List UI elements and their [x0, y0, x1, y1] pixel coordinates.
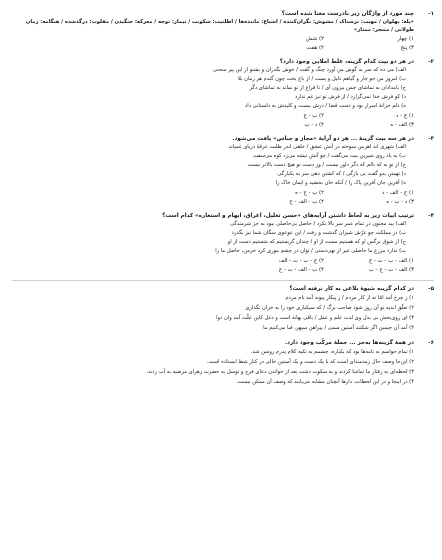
question-passage: «یله: پهلوان / مهیب: ترسناک / مشوش: نگران‌کننده / اشباع: ماننده‌ها / اطلنیت: سکونت / تیمار: توجه / معرکه: جنگیدن / مفلوب: درگذشده / هنگامه: زمان طولانی / متنجر: ممتاز»: [25, 19, 414, 33]
option-2[interactable]: ۲) تعلّق اندیه تو آن روز شود صاحب برگ / که سیکباری خود را به خزان نگذاری: [245, 305, 414, 311]
options-list: [12, 347, 414, 387]
options-list: [12, 293, 414, 333]
question-1: [12, 10, 434, 52]
options-grid: [12, 257, 414, 274]
verse-line: ج) از شوق نرگس او که هستیم مست از او / چندان گریستیم که شستیم دست از او: [227, 239, 406, 245]
option-4[interactable]: ۴) در اینجا و در این لحظات، دارها آنچنان مشابه می‌یابند که وصف آن ممکن نیست.: [236, 379, 414, 385]
question-2: [12, 58, 434, 129]
option-1[interactable]: ۱) چهار: [397, 36, 414, 42]
option-3[interactable]: ۳) پنج: [400, 45, 414, 51]
option-1[interactable]: ۱) تمام حواسم به نامه‌ها بود که یکباره، چشمم به تکیه کلام پدرم روشن شد.: [250, 349, 414, 355]
option-4[interactable]: ۴) آمد آن جیمین اگر شکنند آستین سمی / پیراهن سپهر، قبا می‌کنیم ما: [263, 325, 414, 331]
question-stem: ترتیب ابیات زیر به لحاظ داشتن آرایه‌های «حسن تعلیل، اغراق، ایهام و استعاره» کدام است؟: [162, 213, 414, 219]
option-3[interactable]: ۳) ای روی‌بخش بی بدل وی لذت علم و عمل / باقی بهانه است و دغل کاین علّت آمد وان دوا: [216, 315, 414, 321]
question-number: ۵-: [428, 286, 434, 292]
question-number: ۲-: [428, 59, 434, 65]
option-2[interactable]: ۲) این‌جا وصف حال زمدمندای است که یا یک دست و یک آستین خالی در کنار شط ایستاده است.: [206, 359, 414, 365]
option-4[interactable]: ۴) د - ب: [304, 122, 324, 128]
verse-line: د) تهمتن بدو گفت بی بارگی / که کشتن دهی سر به یکبارگی: [277, 171, 406, 177]
verse-line: ب) به یاد روی شیرین بیت می‌گفت / چو آتش تیشه می‌زد کوه می‌سفت: [252, 153, 406, 159]
verse-line: ت) ندارد مزرع ما حاصلی غیر از تهی‌دستی / توان در چشم موری کرد خرمن، حاصل ما را: [215, 248, 406, 254]
option-3[interactable]: ۳) د - ب - ه: [386, 199, 414, 205]
option-1[interactable]: ۱) ج - د: [396, 113, 414, 119]
option-3[interactable]: ۳) الف - ت - ج - ب: [368, 267, 414, 273]
question-stem: در هر سه بیت گزینهٔ ... هر دو آرایهٔ «مجاز و جناس» یافت می‌شود.: [232, 136, 414, 142]
option-3[interactable]: ۳) لحظه‌ای به رفتار ما تماشا کردند و به سکوت دشت بعد از خواندن دعای فرج و توسل به حضرت زهرای مرضیه به آب زدند.: [146, 369, 414, 375]
option-1[interactable]: ۱) ز چرخ آمد امّا نه از کار مردم / ز پیکار پیوند آمد نام مردم: [285, 295, 414, 301]
question-5: [12, 285, 434, 333]
question-number: ۶-: [428, 340, 434, 346]
verse-line: ج) از تو به که نالم که دگر داور نیست / وز دست تو هیچ دست بالاتر نیست: [247, 162, 406, 168]
verse-line: ج) بامدادان به تماشای چمن بیرون آی / تا فراغ از تو نماند به تماشای دگر: [249, 85, 406, 91]
verse-line: ب) در مملکت چو غرّش شیران گذشت و رفت / این عوعوی سگان شما نیز بگذرد: [231, 230, 406, 236]
verse-line: ب) امروز من جو خار و گیاهم ذلیل و پست / از باغ بخت چون گندم هر زمان بلا: [237, 76, 406, 82]
option-4[interactable]: ۴) ب - الف - ت - ج: [278, 267, 324, 273]
question-3: [12, 135, 434, 206]
question-4: [12, 212, 434, 274]
option-4[interactable]: ۴) هفت: [306, 45, 324, 51]
options-grid: [12, 112, 414, 129]
verse-line: ه) دلم خزانهٔ اسرار بود و دست قضا / درش ببست و کلیدش به دلستانی داد: [244, 103, 406, 109]
exam-page: [12, 10, 434, 554]
question-stem: در همهٔ گزینه‌ها به‌جز ... جملهٔ مرکّب وجود دارد.: [284, 340, 414, 346]
options-grid: [12, 35, 414, 52]
verse-line: د) کو فرش خدا نمی‌گزارد / از فرش تو نیز غم ندارد: [295, 94, 406, 100]
option-2[interactable]: ۲) ب - ج: [303, 113, 324, 119]
verse-line: الف) شهری اند اهرمن سوخته در آتش عشق / خلقی اندر طلبت غرقهٔ دریای غمپاند: [228, 144, 406, 150]
option-1[interactable]: ۱) ج - الف - د: [381, 190, 414, 196]
verse-line: الف) می ده که سر به گوش من آورد چنگ و گفت / خوش بگذران و بشنو از این پیر منحنی: [212, 67, 406, 73]
verse-line: ه) آفرین جان آفرین پاک را / آنکه جان بخشید و ایمان خاک را: [275, 180, 406, 186]
option-2[interactable]: ۲) ج - ب - ت - الف: [278, 258, 324, 264]
question-number: ۴-: [428, 213, 434, 219]
question-number: ۱-: [428, 11, 434, 17]
question-number: ۳-: [428, 136, 434, 142]
question-stem: در هر دو بیت کدام گزینه، غلط املایی وجود دارد؟: [279, 59, 414, 65]
option-2[interactable]: ۲) شش: [305, 36, 324, 42]
divider: [12, 280, 434, 281]
option-3[interactable]: ۳) الف - ه: [390, 122, 414, 128]
question-6: [12, 339, 434, 387]
question-stem: چند مورد از واژگان زیر نادرست معنا شده است؟: [281, 11, 414, 17]
question-stem: در کدام گزینه شیوهٔ بلاغی به کار نرفته است؟: [289, 286, 414, 292]
options-grid: [12, 189, 414, 206]
option-1[interactable]: ۱) الف - ب - ت - ج: [368, 258, 414, 264]
verse-line: الف) بید مجنون در تمام عمر سر بالا نکرد / حاصل بی‌حاصلی نبود به جز شرمندگی: [230, 221, 406, 227]
option-4[interactable]: ۴) ب - الف - ج: [289, 199, 324, 205]
option-2[interactable]: ۲) ب - ج - ه: [295, 190, 324, 196]
